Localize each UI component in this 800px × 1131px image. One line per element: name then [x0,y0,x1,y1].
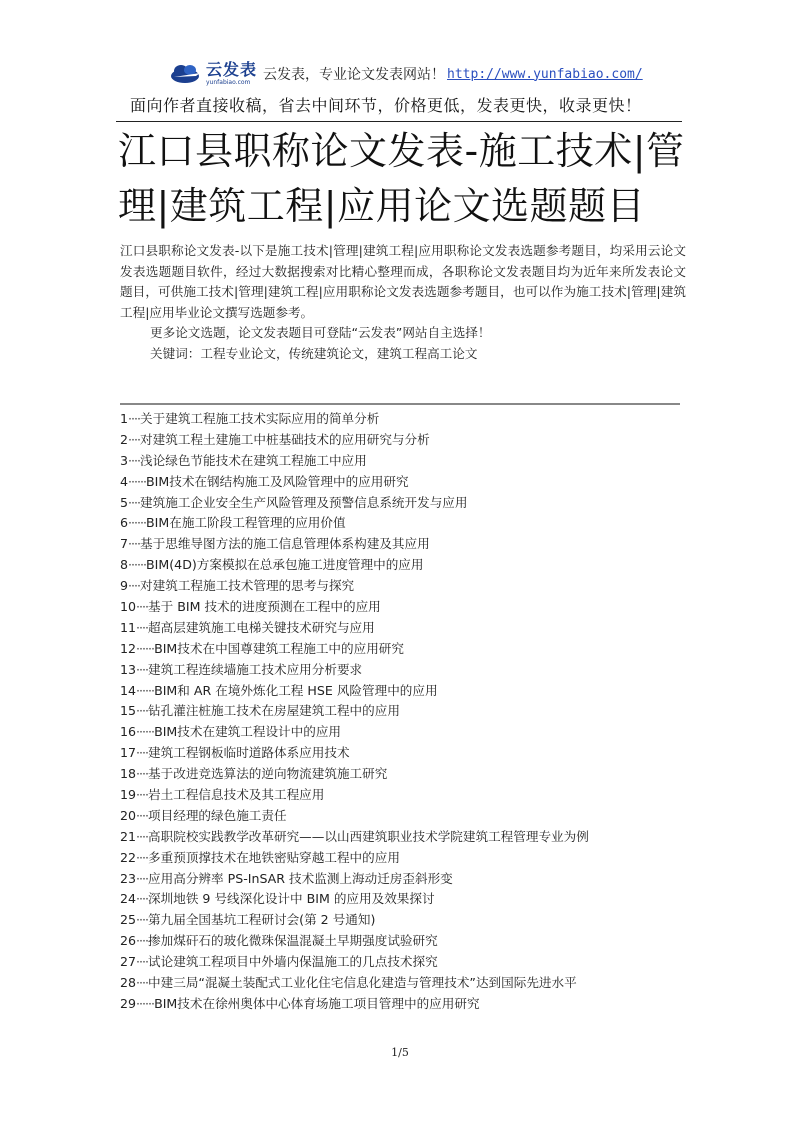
item-leader-dots: ···· [128,536,141,552]
item-number: 10 [120,599,137,615]
item-title: 基于思维导图方法的施工信息管理体系构建及其应用 [140,536,430,552]
item-leader-dots: ······ [128,473,147,489]
topic-list [120,409,690,1015]
item-number: 16 [120,724,137,740]
list-item [120,785,690,806]
list-item [120,618,690,639]
list-item [120,534,690,555]
list-item [120,639,690,660]
item-title: 建筑施工企业安全生产风险管理及预警信息系统开发与应用 [140,494,468,510]
list-item [120,660,690,681]
list-item [120,555,690,576]
item-title: 中建三局“混凝土装配式工业化住宅信息化建造与管理技术”达到国际先进水平 [148,975,577,991]
item-leader-dots: ···· [128,452,141,468]
site-link[interactable]: http://www.yunfabiao.com/ [447,66,643,82]
item-leader-dots: ···· [136,619,149,635]
item-number: 7 [120,536,129,552]
cloud-logo-icon [170,63,204,85]
item-number: 20 [120,807,137,823]
item-leader-dots: ···· [128,411,141,426]
item-title: 多重预顶撑技术在地铁密贴穿越工程中的应用 [148,849,400,865]
list-item [120,472,690,493]
item-leader-dots: ···· [136,787,149,803]
item-number: 22 [120,849,137,865]
list-item [120,451,690,472]
item-title: 项目经理的绿色施工责任 [148,807,287,823]
item-title: BIM技术在建筑工程设计中的应用 [154,724,342,740]
item-number: 2 [120,431,129,447]
list-item [120,910,690,931]
item-title: 对建筑工程土建施工中桩基础技术的应用研究与分析 [140,431,430,447]
item-leader-dots: ···· [136,891,149,907]
item-title: 建筑工程钢板临时道路体系应用技术 [148,745,350,761]
header-tagline: 面向作者直接收稿，省去中间环节，价格更低，发表更快，收录更快！ [130,96,642,115]
list-item [120,994,690,1015]
item-number: 26 [120,933,137,949]
item-leader-dots: ···· [136,849,149,865]
item-title: 对建筑工程施工技术管理的思考与探究 [140,578,355,594]
intro-section [120,241,686,364]
item-number: 17 [120,745,137,761]
page-title: 江口县职称论文发表-施工技术|管理|建筑工程|应用论文选题题目 [118,129,685,228]
item-title: BIM技术在徐州奥体中心体育场施工项目管理中的应用研究 [154,995,480,1011]
item-number: 28 [120,975,137,991]
item-number: 12 [120,640,137,656]
item-title: 关于建筑工程施工技术实际应用的简单分析 [140,411,380,426]
list-item [120,513,690,534]
keywords-line: 关键词：工程专业论文，传统建筑论文，建筑工程高工论文 [150,345,478,361]
item-leader-dots: ···· [136,661,149,677]
item-title: BIM技术在钢结构施工及风险管理中的应用研究 [146,473,409,489]
list-item [120,827,690,848]
item-number: 5 [120,494,129,510]
item-number: 9 [120,578,129,594]
item-leader-dots: ···· [128,431,141,447]
item-title: 基于改进竞选算法的逆向物流建筑施工研究 [148,766,388,782]
site-header [170,58,643,90]
list-item [120,848,690,869]
item-title: 应用高分辨率 PS-InSAR 技术监测上海动迁房歪斜形变 [148,870,453,886]
intro-paragraph: 江口县职称论文发表-以下是施工技术|管理|建筑工程|应用职称论文发表选题参考题目，均采用云论文发表选题题目软件，经过大数据搜索对比精心整理而成，各职称论文发表题目均为近年来所发表论文题目，可供施工技术|管理|建筑工程|应用职称论文发表选题参考题目，也可以作为施工技术|管理|建筑工程|应用毕业论文撰写选题参考。 [120,243,686,320]
item-title: BIM和 AR 在境外炼化工程 HSE 风险管理中的应用 [154,682,438,698]
item-number: 4 [120,473,129,489]
item-title: 高职院校实践教学改革研究——以山西建筑职业技术学院建筑工程管理专业为例 [148,828,589,844]
item-leader-dots: ···· [136,870,149,886]
header-divider [116,121,682,122]
item-leader-dots: ······ [136,640,155,656]
site-logo[interactable] [170,62,257,86]
item-title: 基于 BIM 技术的进度预测在工程中的应用 [148,599,381,615]
list-item [120,764,690,785]
item-leader-dots: ······ [128,557,147,573]
item-leader-dots: ···· [136,975,149,991]
item-leader-dots: ···· [136,954,149,970]
item-title: BIM在施工阶段工程管理的应用价值 [146,515,346,531]
section-divider [120,403,680,405]
logo-domain: yunfabiao.com [206,79,251,86]
list-item [120,869,690,890]
item-number: 11 [120,619,137,635]
item-number: 14 [120,682,137,698]
item-title: BIM技术在中国尊建筑工程施工中的应用研究 [154,640,404,656]
list-item [120,493,690,514]
item-title: BIM(4D)方案模拟在总承包施工进度管理中的应用 [146,557,424,573]
list-item [120,430,690,451]
site-slogan: 云发表，专业论文发表网站！ [263,67,446,83]
item-title: 超高层建筑施工电梯关键技术研究与应用 [148,619,375,635]
item-leader-dots: ······ [136,724,155,740]
item-number: 13 [120,661,137,677]
item-number: 18 [120,766,137,782]
list-item [120,889,690,910]
item-title: 钻孔灌注桩施工技术在房屋建筑工程中的应用 [148,703,400,719]
list-item [120,952,690,973]
item-number: 3 [120,452,129,468]
item-number: 8 [120,557,129,573]
item-title: 第九届全国基坑工程研讨会(第 2 号通知) [148,912,376,928]
item-leader-dots: ······ [136,682,155,698]
item-number: 6 [120,515,129,531]
item-title: 建筑工程连续墙施工技术应用分析要求 [148,661,363,677]
item-number: 1 [120,411,129,426]
item-number: 21 [120,828,137,844]
item-leader-dots: ···· [136,912,149,928]
item-number: 24 [120,891,137,907]
item-leader-dots: ···· [136,599,149,615]
item-number: 15 [120,703,137,719]
item-leader-dots: ···· [136,703,149,719]
item-leader-dots: ···· [136,933,149,949]
item-leader-dots: ······ [136,995,155,1011]
list-item [120,931,690,952]
item-title: 浅论绿色节能技术在建筑工程施工中应用 [140,452,367,468]
item-number: 23 [120,870,137,886]
list-item [120,806,690,827]
item-number: 19 [120,787,137,803]
item-leader-dots: ···· [128,578,141,594]
list-item [120,973,690,994]
list-item [120,576,690,597]
item-leader-dots: ···· [136,745,149,761]
item-leader-dots: ···· [128,494,141,510]
list-item [120,701,690,722]
list-item [120,722,690,743]
item-leader-dots: ···· [136,807,149,823]
item-title: 深圳地铁 9 号线深化设计中 BIM 的应用及效果探讨 [148,891,435,907]
item-leader-dots: ···· [136,828,149,844]
list-item [120,681,690,702]
item-number: 29 [120,995,137,1011]
page-number: 1/5 [391,1046,409,1059]
item-number: 27 [120,954,137,970]
more-topics-note: 更多论文选题，论文发表题目可登陆“云发表”网站自主选择！ [150,325,491,340]
list-item [120,597,690,618]
item-number: 25 [120,912,137,928]
item-title: 试论建筑工程项目中外墙内保温施工的几点技术探究 [148,954,438,970]
item-leader-dots: ······ [128,515,147,531]
item-leader-dots: ···· [136,766,149,782]
list-item [120,409,690,430]
item-title: 掺加煤矸石的玻化微珠保温混凝土早期强度试验研究 [148,933,438,949]
list-item [120,743,690,764]
item-title: 岩土工程信息技术及其工程应用 [148,787,325,803]
logo-wordmark: 云发表 [206,60,258,79]
